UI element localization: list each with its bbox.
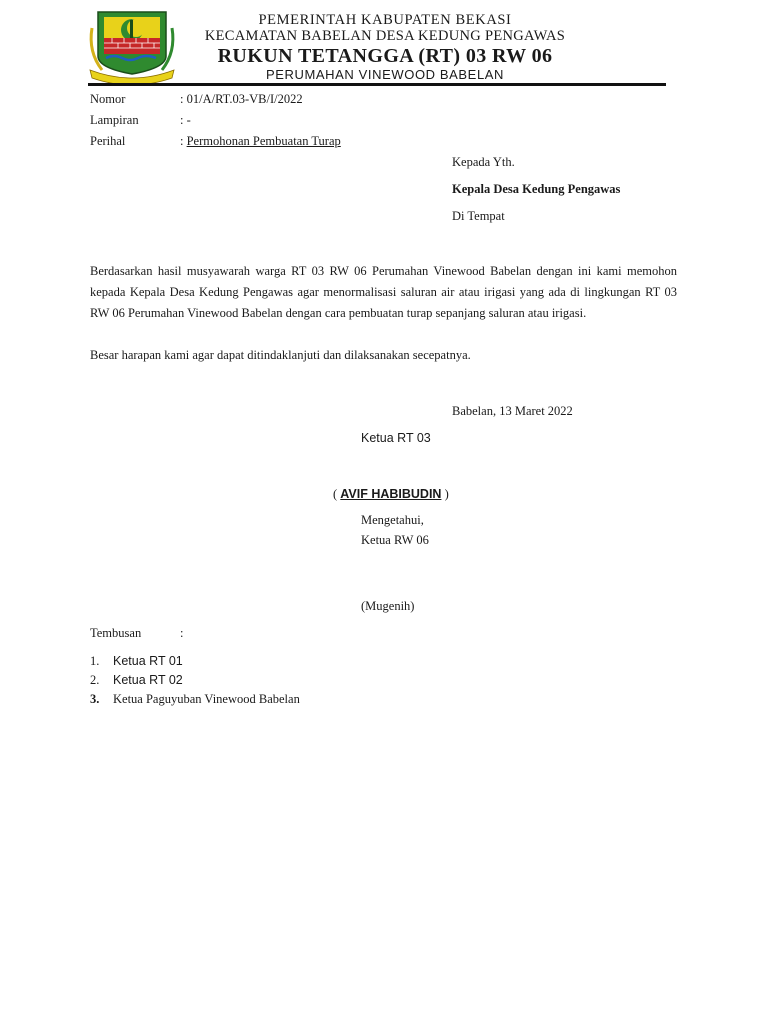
cc-item [90,690,300,709]
field-value-subject [180,133,341,149]
cc-colon: : [180,626,184,640]
signer-name-rt [333,486,449,502]
cc-item [90,652,300,671]
cc-label: Tembusan [90,626,142,640]
signer-name-text: AVIF HABIBUDIN [340,487,442,501]
signer-name-open: ( [333,487,341,501]
bekasi-regency-emblem-icon [86,8,178,84]
place-date: Babelan, 13 Maret 2022 [452,404,573,418]
recipient-greeting: Kepada Yth. [452,155,515,169]
field-label-attachment: Lampiran [90,113,139,127]
letterhead-divider [88,83,666,86]
letterhead-district: KECAMATAN BABELAN DESA KEDUNG PENGAWAS [204,28,566,44]
acknowledged-label: Mengetahui, [361,513,424,527]
recipient-place: Di Tempat [452,209,505,223]
signer-position-rw: Ketua RW 06 [361,533,429,547]
field-label-subject: Perihal [90,134,126,148]
subject-prefix: : [180,134,187,148]
field-value-attachment: : - [180,113,191,127]
cc-item-number: 3. [90,692,100,706]
cc-list [90,652,300,709]
field-value-number: : 01/A/RT.03-VB/I/2022 [180,92,303,106]
body-paragraph-1: Berdasarkan hasil musyawarah warga RT 03 RW 06 Perumahan Vinewood Babelan dengan ini kami memohon kepada Kepala Desa Kedung Pengawas agar menormalisasi saluran air atau irigasi yang ada di lingkungan RT 03 RW 06 Perumahan Vinewood Babelan dengan cara pembuatan turap sepanjang saluran atau irigasi. [90,264,677,320]
letterhead [180,12,590,83]
cc-item-text: Ketua RT 02 [113,673,183,687]
field-label-number: Nomor [90,92,126,106]
letterhead-government: PEMERINTAH KABUPATEN BEKASI [258,12,512,28]
signer-name-rw: (Mugenih) [361,599,415,613]
signer-name-close: ) [441,487,449,501]
cc-item-number: 2. [90,673,100,687]
subject-text: Permohonan Pembuatan Turap [186,134,341,148]
recipient-name: Kepala Desa Kedung Pengawas [452,182,621,196]
cc-item-text: Ketua Paguyuban Vinewood Babelan [113,692,300,706]
letterhead-housing: PERUMAHAN VINEWOOD BABELAN [265,67,505,82]
signer-position-rt: Ketua RT 03 [361,431,431,445]
letterhead-rt-title: RUKUN TETANGGA (RT) 03 RW 06 [217,45,553,67]
body-paragraph-2: Besar harapan kami agar dapat ditindaklanjuti dan dilaksanakan secepatnya. [90,348,471,362]
cc-item [90,671,300,690]
cc-item-text: Ketua RT 01 [113,654,183,668]
cc-item-number: 1. [90,654,100,668]
